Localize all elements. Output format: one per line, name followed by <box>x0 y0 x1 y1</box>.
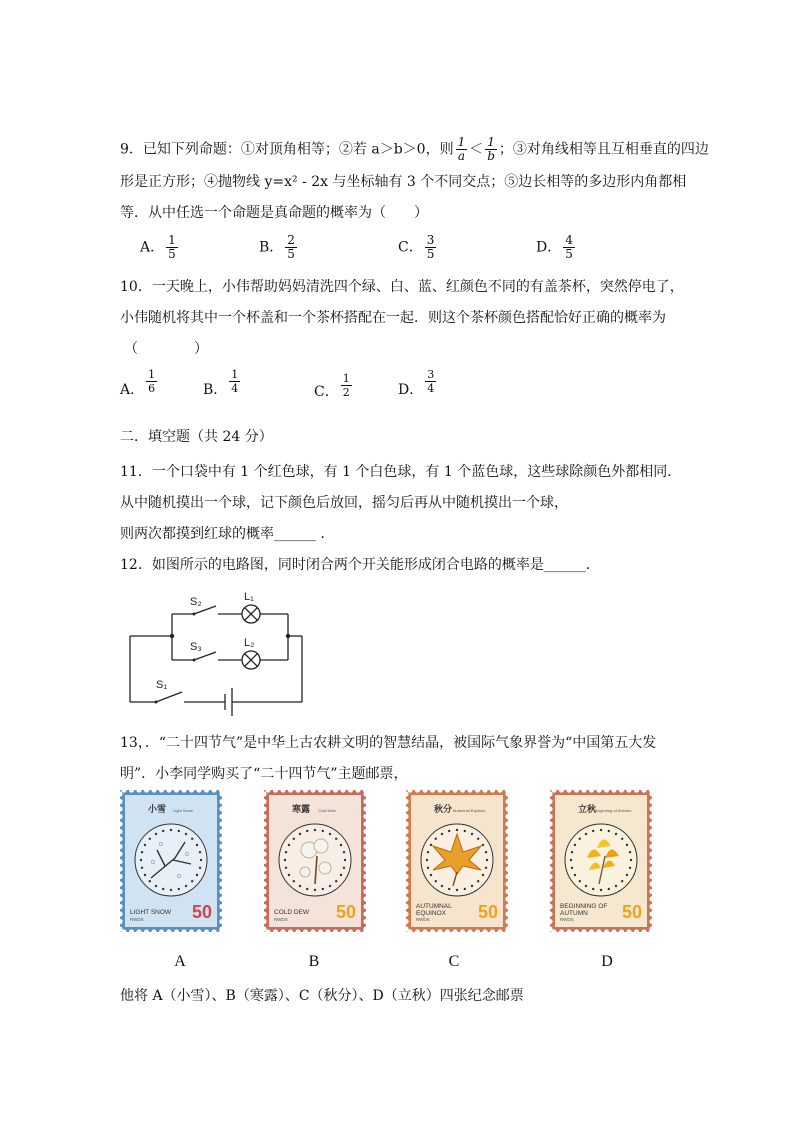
stamp-d <box>550 790 652 932</box>
stamp-label-a: A <box>174 953 186 970</box>
stamp-value: 50 <box>335 902 356 922</box>
stamp-en-title: COLD DEW <box>274 909 310 916</box>
q12-line1: 12．如图所示的电路图，同时闭合两个开关能形成闭合电路的概率是______． <box>120 557 600 573</box>
stamp-rwds: RWDS <box>274 917 288 922</box>
q13-line3: 他将 A（小雪）、B（寒露）、C（秋分）、D（立秋）四张纪念邮票 <box>120 988 524 1004</box>
less-than-sign: ＜ <box>469 141 484 158</box>
q9-text-b: ；③对角线相等且互相垂直的四边 <box>498 141 709 158</box>
q11-line2: 从中随机摸出一个球，记下颜色后放回，摇匀后再从中随机摸出一个球， <box>120 495 568 511</box>
q9-option-b: B． $\frac{2}{5}$ <box>259 233 295 261</box>
stamp-en-small: Beginning of Autumn <box>594 808 632 813</box>
q9-line2: 形是正方形；④抛物线 y=x² - 2x 与坐标轴有 3 个不同交点；⑤边长相等的多边形内角都相 <box>120 174 687 190</box>
stamp-c <box>406 790 508 932</box>
q9-frac-1-over-b: $\frac{1}{b}$ <box>487 135 495 163</box>
stamp-a <box>120 790 222 932</box>
switch-s1-label: S₁ <box>156 679 168 691</box>
q11-line3: 则两次都摸到红球的概率______ ． <box>120 526 335 542</box>
lamp-l2-label: L₂ <box>244 637 255 649</box>
stamp-en-title: LIGHT SNOW <box>130 909 172 916</box>
q9-option-a: A． $\frac{1}{5}$ <box>140 233 176 261</box>
stamp-label-c: C <box>448 953 460 970</box>
q9-option-d: D． $\frac{4}{5}$ <box>536 233 573 261</box>
stamp-rwds: RWDS <box>416 917 430 922</box>
q9-frac-1-over-a: $\frac{1}{a}$ <box>457 135 466 163</box>
stamp-label-d: D <box>601 953 613 970</box>
stamp-en-small: Light Snow <box>173 808 193 813</box>
stamp-en-title: BEGINNING OF <box>560 903 608 910</box>
stamp-cn-title: 秋分 <box>433 804 453 814</box>
q9-option-c: C． $\frac{3}{5}$ <box>398 233 435 261</box>
q13-line1: 13，．“二十四节气”是中华上古农耕文明的智慧结晶，被国际气象界誉为“中国第五大发 <box>120 735 657 751</box>
stamp-cn-title: 寒露 <box>291 804 311 814</box>
q10-line1: 10．一天晚上，小伟帮助妈妈清洗四个绿、白、蓝、红颜色不同的有盖茶杯，突然停电了， <box>120 279 684 295</box>
q10-option-c: C． $\frac{1}{2}$ <box>314 372 350 400</box>
q10-option-d: D． $\frac{3}{4}$ <box>398 368 435 398</box>
stamp-en-title: AUTUMNAL <box>416 903 452 910</box>
stamp-label-b: B <box>308 953 320 970</box>
stamp-rwds: RWDS <box>560 917 574 922</box>
stamp-en-title-2: AUTUMN <box>560 910 588 917</box>
q11-line1: 11．一个口袋中有 1 个红色球，有 1 个白色球，有 1 个蓝色球，这些球除颜色外都相同． <box>120 464 682 480</box>
circuit-diagram <box>120 588 320 718</box>
stamp-cn-title: 立秋 <box>577 804 597 814</box>
q10-line2: 小伟随机将其中一个杯盖和一个茶杯搭配在一起．则这个茶杯颜色搭配恰好正确的概率为 <box>120 310 666 326</box>
stamp-value: 50 <box>191 902 212 922</box>
q10-option-b: B． $\frac{1}{4}$ <box>203 368 239 398</box>
stamp-en-small: Cold Dew <box>318 808 336 813</box>
q9-text-a: 9．已知下列命题：①对顶角相等；②若 a＞b＞0，则 <box>120 141 454 158</box>
stamp-en-small: Autumnal Equinox <box>452 808 486 813</box>
switch-s3-label: S₃ <box>190 641 202 653</box>
switch-s2-label: S₂ <box>190 596 202 608</box>
stamp-value: 50 <box>477 902 498 922</box>
lamp-l1-label: L₁ <box>244 591 254 603</box>
stamp-b <box>264 790 366 932</box>
q10-line3: （ ） <box>124 341 208 357</box>
q10-option-a: A． $\frac{1}{6}$ <box>120 368 156 398</box>
stamp-cn-title: 小雪 <box>147 804 167 814</box>
stamp-value: 50 <box>621 902 642 922</box>
stamp-rwds: RWDS <box>130 917 144 922</box>
stamp-en-title-2: EQUINOX <box>416 910 446 917</box>
q9-line1 <box>120 136 709 163</box>
q13-line2: 明”．小李同学购买了“二十四节气”主题邮票， <box>120 766 408 782</box>
q9-line3: 等．从中任选一个命题是真命题的概率为（ ） <box>120 205 428 221</box>
section-heading: 二．填空题（共 24 分） <box>120 429 273 445</box>
